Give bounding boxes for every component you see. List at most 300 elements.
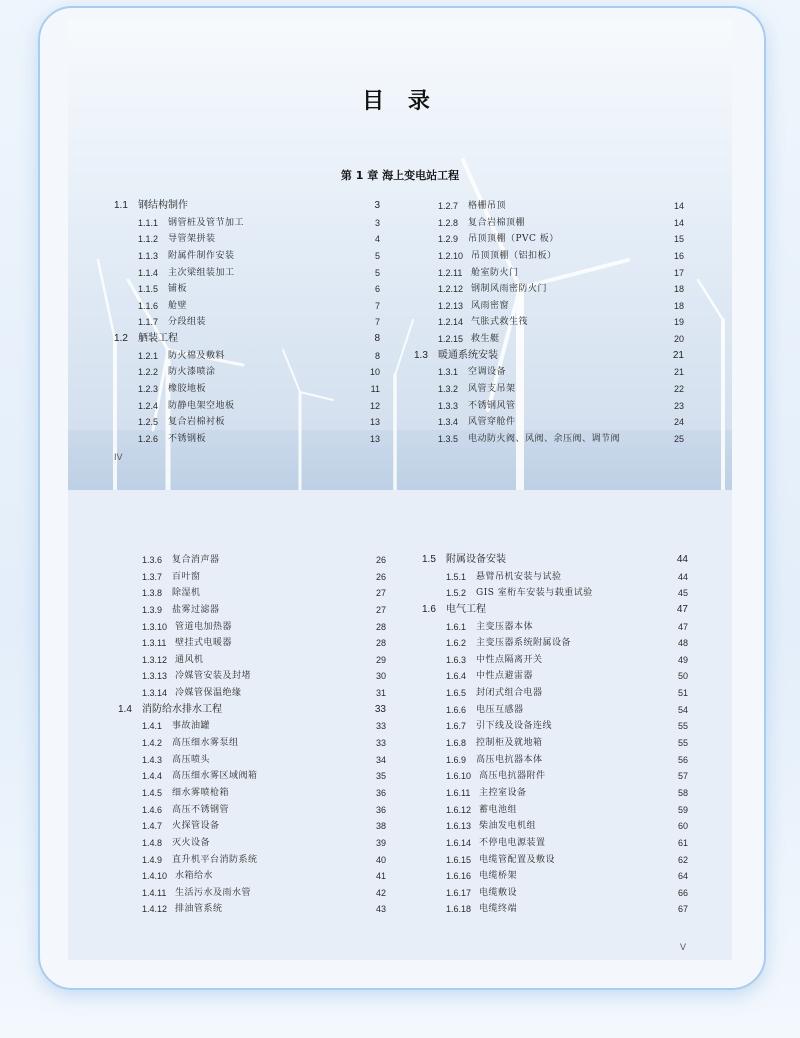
toc-entry-title: 引下线及设备连线 <box>476 721 553 732</box>
toc-entry-title: 盐雾过滤器 <box>172 604 220 615</box>
toc-entry-number: 1.6 <box>422 603 436 615</box>
toc-entry-title: 不锈钢板 <box>168 433 207 444</box>
toc-entry[interactable] <box>422 901 688 918</box>
toc-entry-page: 40 <box>375 854 386 865</box>
toc-entry[interactable] <box>118 735 386 752</box>
toc-section-entry[interactable] <box>114 198 380 215</box>
toc-entry-title: 不停电电源装置 <box>479 837 546 848</box>
toc-entry[interactable] <box>118 768 386 785</box>
toc-entry-page: 5 <box>374 267 380 278</box>
toc-entry-title: 暖通系统安装 <box>438 349 498 361</box>
toc-entry-title: 橡胶地板 <box>168 384 207 395</box>
toc-entry-number: 1.3.14 <box>142 688 168 699</box>
toc-entry-title: 中性点避雷器 <box>476 671 534 682</box>
toc-entry-number: 1.4.9 <box>142 854 163 865</box>
toc-entry-page: 14 <box>673 201 684 211</box>
toc-entry-number: 1.2.8 <box>438 217 459 228</box>
toc-entry-number: 1.2.14 <box>438 317 464 328</box>
toc-page-v <box>68 490 732 960</box>
toc-entry-page: 49 <box>677 654 688 665</box>
toc-entry[interactable] <box>422 768 688 785</box>
toc-entry-number: 1.5.1 <box>446 571 467 582</box>
toc-entry-page: 66 <box>677 887 688 898</box>
toc-entry-title: 钢制风雨密防火门 <box>471 284 548 295</box>
toc-entry-number: 1.1.6 <box>138 300 159 311</box>
toc-entry-number: 1.6.7 <box>446 721 467 732</box>
toc-entry-page: 3 <box>374 200 380 211</box>
toc-entry-page: 56 <box>677 754 688 765</box>
toc-entry-number: 1.6.12 <box>446 804 472 815</box>
toc-entry-page: 48 <box>677 638 688 649</box>
toc-entry[interactable] <box>422 668 688 685</box>
toc-entry[interactable] <box>414 431 684 448</box>
toc-entry-title: 风管穿舱件 <box>468 417 516 428</box>
toc-entry-page: 43 <box>375 904 386 915</box>
toc-entry[interactable] <box>422 635 688 652</box>
toc-entry[interactable] <box>114 364 380 381</box>
toc-entry-page: 55 <box>677 738 688 749</box>
toc-entry-page: 31 <box>375 688 386 699</box>
toc-entry-number: 1.2.15 <box>438 334 464 345</box>
toc-entry-title: 气胀式救生筏 <box>471 317 529 328</box>
toc-entry-number: 1.3 <box>414 349 428 361</box>
toc-entry-page: 28 <box>375 638 386 649</box>
toc-entry-page: 36 <box>375 804 386 815</box>
toc-entry-number: 1.6.5 <box>446 688 467 699</box>
toc-entry-number: 1.3.12 <box>142 654 168 665</box>
toc-entry-number: 1.1 <box>114 200 128 211</box>
toc-section-entry[interactable] <box>114 331 380 348</box>
toc-entry-page: 6 <box>374 284 380 295</box>
toc-entry-title: 高压细水雾区域阀箱 <box>172 771 258 782</box>
toc-entry-title: 主次梁组装加工 <box>168 267 235 278</box>
toc-entry-number: 1.4.10 <box>142 871 168 882</box>
toc-entry[interactable] <box>422 785 688 802</box>
toc-entry-number: 1.2.1 <box>138 350 159 361</box>
toc-entry-title: 直升机平台消防系统 <box>172 854 258 865</box>
toc-entry[interactable] <box>422 802 688 819</box>
toc-entry-number: 1.4.6 <box>142 804 163 815</box>
toc-entry-page: 55 <box>677 721 688 732</box>
toc-entry-page: 19 <box>673 317 684 328</box>
toc-entry-title: 排油管系统 <box>175 904 223 915</box>
toc-entry-number: 1.3.11 <box>142 638 167 649</box>
toc-entry-title: 舾装工程 <box>138 333 178 345</box>
toc-entry-title: 百叶窗 <box>172 571 201 582</box>
toc-entry[interactable] <box>422 652 688 669</box>
toc-entry[interactable] <box>118 901 386 918</box>
toc-entry-number: 1.4.7 <box>142 821 163 832</box>
toc-entry[interactable] <box>114 231 380 248</box>
page-number-v: V <box>680 942 687 952</box>
toc-entry-page: 30 <box>375 671 386 682</box>
toc-entry-title: 封闭式组合电器 <box>476 688 543 699</box>
toc-title: 目 录 <box>362 89 438 114</box>
toc-entry-title: 电压互感器 <box>476 704 524 715</box>
toc-entry[interactable] <box>114 215 380 232</box>
toc-entry-title: 消防给水排水工程 <box>142 703 222 715</box>
toc-entry-number: 1.2.6 <box>138 433 159 444</box>
toc-entry-number: 1.1.5 <box>138 284 159 295</box>
toc-entry[interactable] <box>118 569 386 586</box>
toc-entry-number: 1.4.8 <box>142 837 163 848</box>
toc-entry-page: 45 <box>677 588 688 599</box>
toc-entry-page: 50 <box>677 671 688 682</box>
toc-entry-title: 分段组装 <box>168 317 207 328</box>
toc-entry-page: 60 <box>677 821 688 832</box>
toc-entry[interactable] <box>414 231 684 248</box>
toc-entry-page: 21 <box>672 349 684 361</box>
toc-entry-title: 控制柜及就地箱 <box>476 738 543 749</box>
toc-entry-number: 1.2.12 <box>438 284 464 295</box>
toc-entry-page: 62 <box>677 854 688 865</box>
toc-entry-title: 铺板 <box>168 284 188 295</box>
toc-entry-number: 1.2 <box>114 333 128 345</box>
toc-entry-number: 1.4.11 <box>142 887 167 898</box>
toc-entry-page: 61 <box>677 837 688 848</box>
toc-entry-page: 64 <box>677 871 688 882</box>
toc-entry-page: 7 <box>374 300 380 311</box>
toc-entry-title: 电缆终端 <box>479 904 518 915</box>
toc-entry[interactable] <box>114 265 380 282</box>
toc-entry-number: 1.2.10 <box>438 250 464 261</box>
chapter-title: 第 1 章 海上变电站工程 <box>340 169 460 182</box>
toc-entry-page: 5 <box>374 250 380 261</box>
toc-entry[interactable] <box>118 752 386 769</box>
toc-entry[interactable] <box>118 585 386 602</box>
toc-entry-number: 1.4.2 <box>142 738 163 749</box>
toc-entry-title: 细水雾喷枪箱 <box>172 787 230 798</box>
toc-entry-number: 1.6.16 <box>446 871 472 882</box>
toc-entry-page: 44 <box>677 571 688 582</box>
toc-entry[interactable] <box>422 585 688 602</box>
toc-entry-page: 67 <box>677 904 688 915</box>
toc-entry[interactable] <box>422 818 688 835</box>
toc-entry-number: 1.2.2 <box>138 367 159 378</box>
toc-entry-page: 41 <box>375 871 386 882</box>
toc-entry-title: 电动防火阀、风阀、余压阀、调节阀 <box>468 433 621 444</box>
toc-entry-title: 空调设备 <box>468 367 507 378</box>
toc-entry-title: 柴油发电机组 <box>479 821 537 832</box>
toc-entry-title: 导管架拼装 <box>168 234 216 245</box>
toc-entry-title: 主变压器系统附属设备 <box>476 638 572 649</box>
toc-entry-page: 54 <box>677 704 688 715</box>
toc-entry-page: 36 <box>375 787 386 798</box>
toc-entry[interactable] <box>414 398 684 415</box>
toc-entry-number: 1.4.1 <box>142 721 163 732</box>
toc-column-bottom-right <box>422 552 688 918</box>
toc-entry-page: 26 <box>375 571 386 582</box>
toc-entry[interactable] <box>118 718 386 735</box>
toc-entry-number: 1.6.1 <box>446 621 467 632</box>
toc-entry[interactable] <box>118 818 386 835</box>
toc-entry[interactable] <box>118 619 386 636</box>
toc-entry-page: 38 <box>375 821 386 832</box>
toc-entry[interactable] <box>118 835 386 852</box>
toc-entry-title: 高压喷头 <box>172 754 211 765</box>
toc-entry-page: 17 <box>673 267 684 278</box>
toc-entry-number: 1.3.3 <box>438 400 459 411</box>
toc-entry-title: 火探管设备 <box>172 821 220 832</box>
toc-entry[interactable] <box>414 414 684 431</box>
toc-entry[interactable] <box>414 298 684 315</box>
toc-page-iv <box>68 20 732 490</box>
book-spread <box>68 20 732 960</box>
toc-entry-page: 39 <box>375 837 386 848</box>
toc-entry[interactable] <box>118 785 386 802</box>
toc-entry-number: 1.2.3 <box>138 384 159 395</box>
toc-column-top-left <box>114 198 380 448</box>
toc-entry[interactable] <box>414 265 684 282</box>
toc-entry-number: 1.3.9 <box>142 604 163 615</box>
toc-entry[interactable] <box>422 619 688 636</box>
toc-entry-page: 51 <box>677 688 688 699</box>
page-number-iv: IV <box>114 452 123 462</box>
toc-entry-page: 10 <box>369 367 380 378</box>
toc-entry-title: 除湿机 <box>172 588 201 599</box>
toc-entry-title: 电缆管配置及敷设 <box>479 854 556 865</box>
toc-entry-title: 防火漆喷涂 <box>168 367 216 378</box>
toc-entry[interactable] <box>118 885 386 902</box>
toc-entry-title: 复合岩棉衬板 <box>168 417 226 428</box>
toc-entry-page: 21 <box>673 367 684 378</box>
toc-entry-number: 1.6.3 <box>446 654 467 665</box>
toc-entry-page: 4 <box>374 234 380 245</box>
toc-entry-number: 1.3.4 <box>438 417 459 428</box>
toc-entry-page: 33 <box>375 738 386 749</box>
toc-entry-page: 27 <box>375 604 386 615</box>
toc-entry-page: 58 <box>677 787 688 798</box>
toc-entry-number: 1.6.4 <box>446 671 467 682</box>
toc-entry[interactable] <box>422 718 688 735</box>
toc-entry-title: 钢管桩及管节加工 <box>168 217 245 228</box>
toc-entry-page: 44 <box>676 554 688 565</box>
toc-entry-title: 吊顶顶棚（PVC 板） <box>468 234 559 245</box>
toc-entry-title: 电缆敷设 <box>479 887 518 898</box>
toc-entry[interactable] <box>118 802 386 819</box>
toc-entry-page: 33 <box>375 721 386 732</box>
toc-entry-page: 33 <box>374 703 386 715</box>
toc-entry-number: 1.2.7 <box>438 201 459 211</box>
toc-entry-title: 冷媒管保温绝缘 <box>175 688 242 699</box>
toc-entry-page: 57 <box>677 771 688 782</box>
toc-entry[interactable] <box>118 652 386 669</box>
toc-entry-number: 1.6.8 <box>446 738 467 749</box>
toc-entry[interactable] <box>422 852 688 869</box>
toc-entry-page: 22 <box>673 384 684 395</box>
toc-entry-page: 29 <box>375 654 386 665</box>
toc-entry-page: 18 <box>673 284 684 295</box>
toc-entry-title: 吊顶顶棚（铝扣板） <box>471 250 557 261</box>
toc-entry-page: 26 <box>375 555 386 565</box>
toc-entry-number: 1.3.1 <box>438 367 459 378</box>
toc-entry-title: 主变压器本体 <box>476 621 534 632</box>
toc-entry-page: 25 <box>673 433 684 444</box>
toc-entry-number: 1.3.6 <box>142 555 163 565</box>
toc-entry-number: 1.2.13 <box>438 300 464 311</box>
toc-entry-number: 1.1.4 <box>138 267 159 278</box>
toc-entry-number: 1.3.13 <box>142 671 168 682</box>
toc-entry-number: 1.1.2 <box>138 234 159 245</box>
toc-entry-title: 救生艇 <box>471 334 500 345</box>
toc-entry-title: 格栅吊顶 <box>468 201 507 211</box>
toc-entry-page: 11 <box>370 384 380 395</box>
toc-entry[interactable] <box>414 331 684 348</box>
toc-entry[interactable] <box>114 381 380 398</box>
toc-entry-page: 47 <box>677 621 688 632</box>
toc-entry[interactable] <box>414 281 684 298</box>
toc-entry-page: 20 <box>673 334 684 345</box>
toc-section-entry[interactable] <box>414 348 684 365</box>
toc-entry-number: 1.5.2 <box>446 588 467 599</box>
toc-column-top-right <box>414 198 684 448</box>
toc-entry-title: 壁挂式电暖器 <box>175 638 233 649</box>
toc-entry-number: 1.1.7 <box>138 317 159 328</box>
toc-entry-title: 防火棉及敷料 <box>168 350 226 361</box>
toc-entry-page: 24 <box>673 417 684 428</box>
toc-entry-page: 8 <box>374 350 380 361</box>
toc-entry-page: 18 <box>673 300 684 311</box>
toc-entry[interactable] <box>118 868 386 885</box>
toc-entry[interactable] <box>118 635 386 652</box>
toc-entry[interactable] <box>422 702 688 719</box>
toc-entry-number: 1.6.18 <box>446 904 472 915</box>
toc-entry-number: 1.3.2 <box>438 384 459 395</box>
toc-entry[interactable] <box>118 685 386 702</box>
toc-entry-page: 35 <box>375 771 386 782</box>
toc-entry-title: 钢结构制作 <box>138 200 188 211</box>
toc-entry[interactable] <box>422 885 688 902</box>
toc-entry[interactable] <box>414 314 684 331</box>
toc-entry[interactable] <box>118 852 386 869</box>
toc-entry-number: 1.6.2 <box>446 638 467 649</box>
toc-entry[interactable] <box>114 281 380 298</box>
toc-entry-number: 1.6.6 <box>446 704 467 715</box>
toc-entry-number: 1.5 <box>422 554 436 565</box>
toc-entry[interactable] <box>114 431 380 448</box>
toc-entry[interactable] <box>422 735 688 752</box>
toc-entry-number: 1.6.10 <box>446 771 472 782</box>
toc-entry[interactable] <box>114 298 380 315</box>
toc-section-entry[interactable] <box>422 602 688 619</box>
toc-entry-title: 复合岩棉顶棚 <box>468 217 526 228</box>
toc-entry[interactable] <box>422 685 688 702</box>
toc-entry-number: 1.4.4 <box>142 771 163 782</box>
toc-entry-title: 冷媒管安装及封堵 <box>175 671 252 682</box>
toc-entry-title: 高压电抗器本体 <box>476 754 543 765</box>
toc-entry-title: 事故油罐 <box>172 721 211 732</box>
toc-entry-title: 蓄电池组 <box>479 804 518 815</box>
toc-entry-number: 1.6.14 <box>446 837 472 848</box>
toc-entry[interactable] <box>414 215 684 232</box>
toc-entry-page: 15 <box>673 234 684 245</box>
toc-entry-number: 1.2.5 <box>138 417 159 428</box>
toc-entry-number: 1.4.3 <box>142 754 163 765</box>
toc-entry-title: 防静电架空地板 <box>168 400 235 411</box>
toc-entry[interactable] <box>118 552 386 569</box>
toc-entry[interactable] <box>414 198 684 215</box>
toc-entry[interactable] <box>114 248 380 265</box>
toc-entry[interactable] <box>414 364 684 381</box>
toc-entry-number: 1.1.3 <box>138 250 159 261</box>
toc-entry-title: 中性点隔离开关 <box>476 654 543 665</box>
toc-entry[interactable] <box>422 868 688 885</box>
toc-entry-title: 管道电加热器 <box>175 621 233 632</box>
toc-entry-title: 附属件制作安装 <box>168 250 235 261</box>
toc-entry-title: 主控室设备 <box>479 787 527 798</box>
toc-entry-page: 23 <box>673 400 684 411</box>
toc-entry-title: 高压电抗器附件 <box>479 771 546 782</box>
toc-entry-number: 1.4 <box>118 703 132 715</box>
toc-entry-page: 8 <box>374 333 380 345</box>
toc-entry-page: 7 <box>374 317 380 328</box>
toc-entry-number: 1.2.11 <box>438 267 463 278</box>
toc-entry-title: 复合消声器 <box>172 555 220 565</box>
toc-entry[interactable] <box>114 314 380 331</box>
toc-entry-page: 13 <box>369 433 380 444</box>
toc-entry-title: 生活污水及雨水管 <box>175 887 252 898</box>
toc-entry-number: 1.6.13 <box>446 821 472 832</box>
toc-entry[interactable] <box>422 835 688 852</box>
toc-entry[interactable] <box>114 398 380 415</box>
toc-entry-number: 1.4.12 <box>142 904 168 915</box>
toc-entry[interactable] <box>414 248 684 265</box>
toc-entry-page: 16 <box>673 250 684 261</box>
toc-entry-title: 电气工程 <box>446 603 486 615</box>
toc-entry-page: 14 <box>673 217 684 228</box>
toc-entry-number: 1.1.1 <box>138 217 159 228</box>
toc-entry-title: 舱室防火门 <box>471 267 519 278</box>
toc-entry-number: 1.4.5 <box>142 787 163 798</box>
toc-section-entry[interactable] <box>118 702 386 719</box>
toc-entry-page: 13 <box>369 417 380 428</box>
toc-entry-number: 1.6.15 <box>446 854 472 865</box>
toc-entry-page: 42 <box>375 887 386 898</box>
toc-entry-number: 1.2.4 <box>138 400 159 411</box>
toc-entry-page: 12 <box>369 400 380 411</box>
toc-entry-title: 高压不锈钢管 <box>172 804 230 815</box>
toc-entry-page: 59 <box>677 804 688 815</box>
toc-entry-title: 风雨密窗 <box>471 300 510 311</box>
toc-entry-number: 1.3.8 <box>142 588 163 599</box>
toc-entry[interactable] <box>118 602 386 619</box>
toc-entry-page: 47 <box>676 603 688 615</box>
toc-entry-title: 风管支吊架 <box>468 384 516 395</box>
toc-entry-page: 34 <box>375 754 386 765</box>
toc-entry-page: 3 <box>374 217 380 228</box>
toc-entry[interactable] <box>114 348 380 365</box>
toc-entry-title: 附属设备安装 <box>446 554 506 565</box>
toc-entry-title: 水箱给水 <box>175 871 214 882</box>
toc-entry-number: 1.6.17 <box>446 887 472 898</box>
toc-entry-number: 1.3.7 <box>142 571 163 582</box>
toc-entry-number: 1.6.9 <box>446 754 467 765</box>
toc-entry-title: 高压细水雾泵组 <box>172 738 239 749</box>
toc-entry-number: 1.3.10 <box>142 621 168 632</box>
toc-entry[interactable] <box>422 752 688 769</box>
toc-entry[interactable] <box>118 668 386 685</box>
toc-entry-title: GIS 室桁车安装与载重试验 <box>476 588 593 599</box>
toc-entry-number: 1.6.11 <box>446 787 471 798</box>
toc-entry-page: 28 <box>375 621 386 632</box>
toc-section-entry[interactable] <box>422 552 688 569</box>
toc-entry[interactable] <box>414 381 684 398</box>
toc-entry-title: 不锈钢风管 <box>468 400 516 411</box>
toc-entry-title: 舱壁 <box>168 300 188 311</box>
toc-entry[interactable] <box>422 569 688 586</box>
toc-entry-title: 悬臂吊机安装与试验 <box>476 571 562 582</box>
toc-entry[interactable] <box>114 414 380 431</box>
